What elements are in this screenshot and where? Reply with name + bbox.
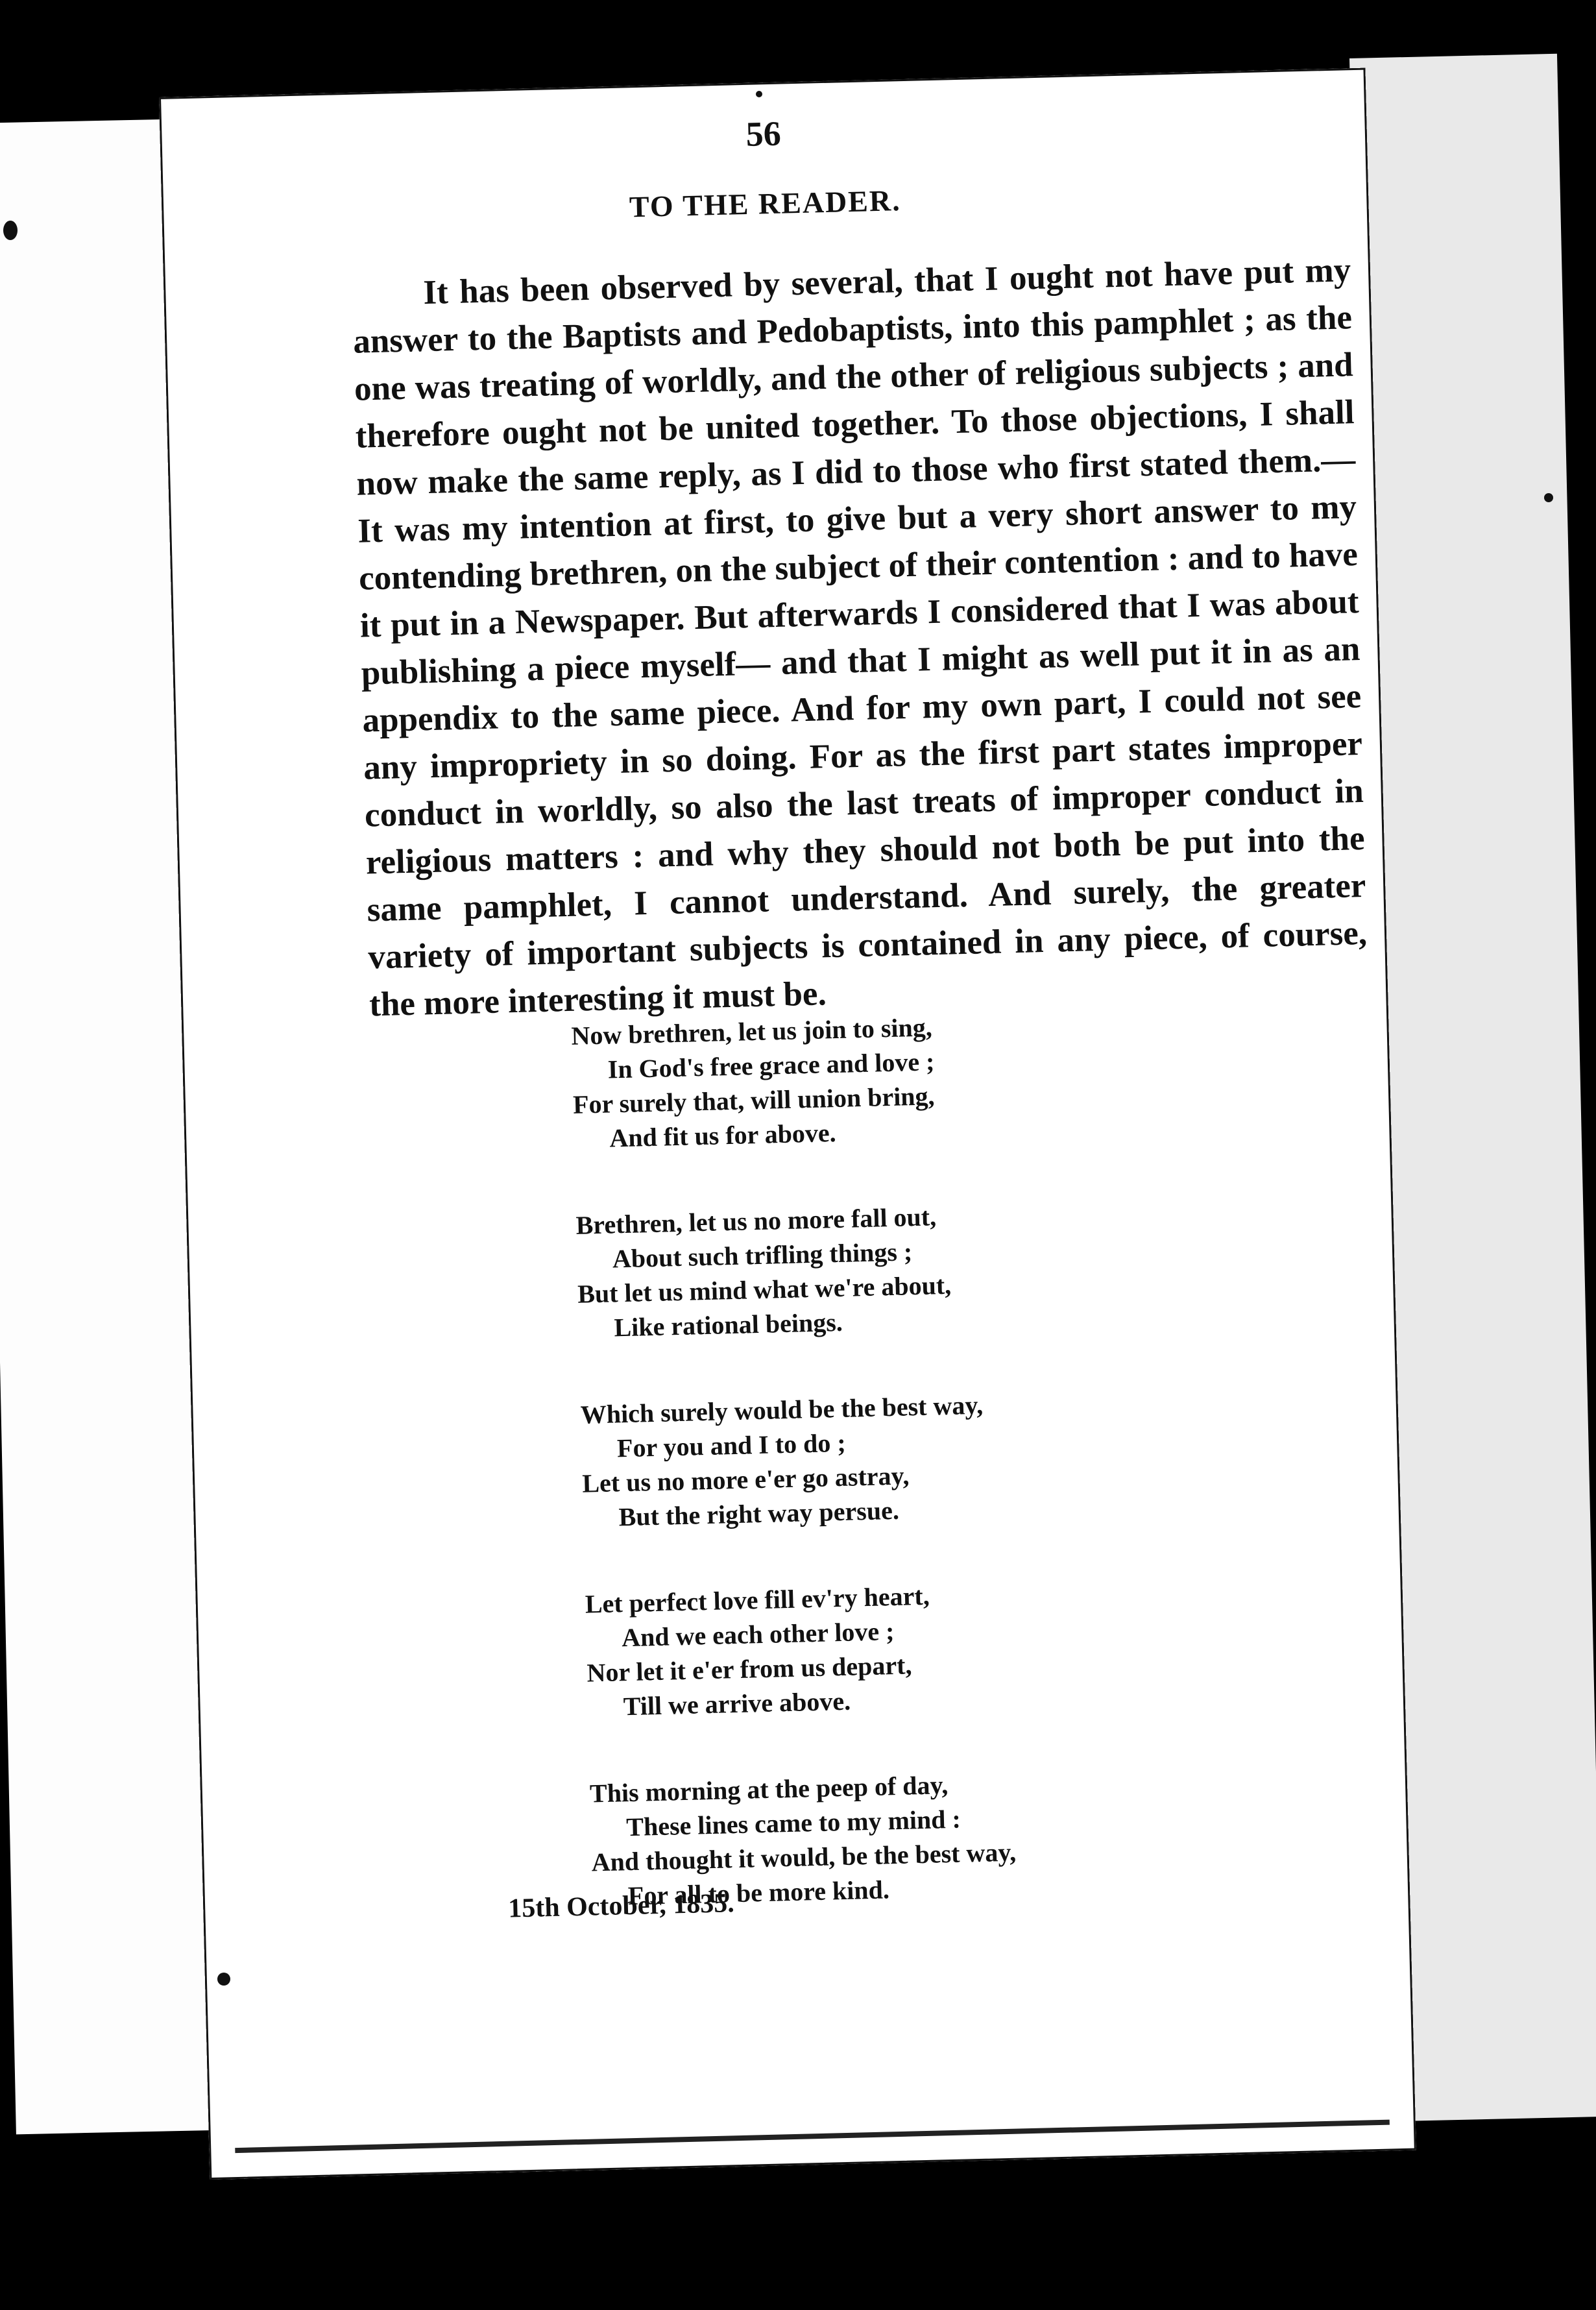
poem-stanza [580, 1380, 1297, 1535]
poem-line: But the right way persue. [618, 1495, 900, 1532]
ink-speck [756, 91, 762, 97]
poem-stanza [571, 1001, 1288, 1156]
poem-line: Which surely would be the best way, [580, 1390, 984, 1429]
poem-line: Now brethren, let us join to sing, [570, 1012, 933, 1051]
page-number: 56 [745, 114, 782, 154]
poem-line: And thought it would, be the best way, [591, 1837, 1017, 1877]
poem-line: For surely that, will union bring, [572, 1081, 936, 1119]
poem-line: About such trifling things ; [612, 1237, 913, 1274]
poem-line: For all to be more kind. [627, 1875, 890, 1911]
poem-line: This morning at the peep of day, [589, 1770, 949, 1808]
page-content [186, 95, 1390, 2154]
poem [571, 1001, 1307, 1965]
poem-line: For you and I to do ; [616, 1428, 847, 1463]
prose-paragraph: It has been observed by several, that I ought not have put my answer to the Baptists and Pedobaptists, into this pamphlet ; as the one was treating of worldly, and the other of religious subjects ; and therefore ought not be united together. To those objections, I shall now make the same reply, as I did to those who first stated them.— It was my intention at first, to give but a very short answer to my contending brethren, on the subject of their contention : and to have it put in a Newspaper. But afterwards I considered that I was about publishing a piece myself— and that I might as well put it in as an appendix to the same piece. And for my own part, I could not see any impropriety in so doing. For as the first part states improper conduct in worldly, so also the last treats of improper conduct in religious matters : and why they should not both be put into the same pamphlet, I cannot understand. And surely, the greater variety of important subjects is contained in any piece, of course, the more interesting it must be. [352, 251, 1368, 1024]
poem-line: These lines came to my mind : [625, 1804, 961, 1842]
poem-line: Let us no more e'er go astray, [581, 1461, 910, 1498]
poem-line: Nor let it e'er from us depart, [586, 1650, 912, 1688]
book-page [159, 68, 1416, 2180]
poem-line: And we each other love ; [621, 1616, 895, 1653]
ink-speck [1544, 493, 1553, 502]
poem-line: Like rational beings. [613, 1307, 843, 1343]
poem-stanza [575, 1191, 1292, 1346]
poem-line: Till we arrive above. [623, 1686, 851, 1721]
poem-line: Brethren, let us no more fall out, [575, 1202, 937, 1240]
poem-line: Let perfect love fill ev'ry heart, [585, 1581, 930, 1619]
poem-stanza [585, 1570, 1301, 1725]
ink-speck [3, 221, 18, 240]
ink-speck [217, 1973, 230, 1986]
poem-line: But let us mind what we're about, [577, 1270, 952, 1309]
date-line: 15th October, 1835. [507, 1888, 735, 1924]
page-heading: TO THE READER. [629, 184, 902, 224]
poem-line: In God's free grace and love ; [607, 1047, 935, 1084]
poem-line: And fit us for above. [609, 1117, 837, 1153]
